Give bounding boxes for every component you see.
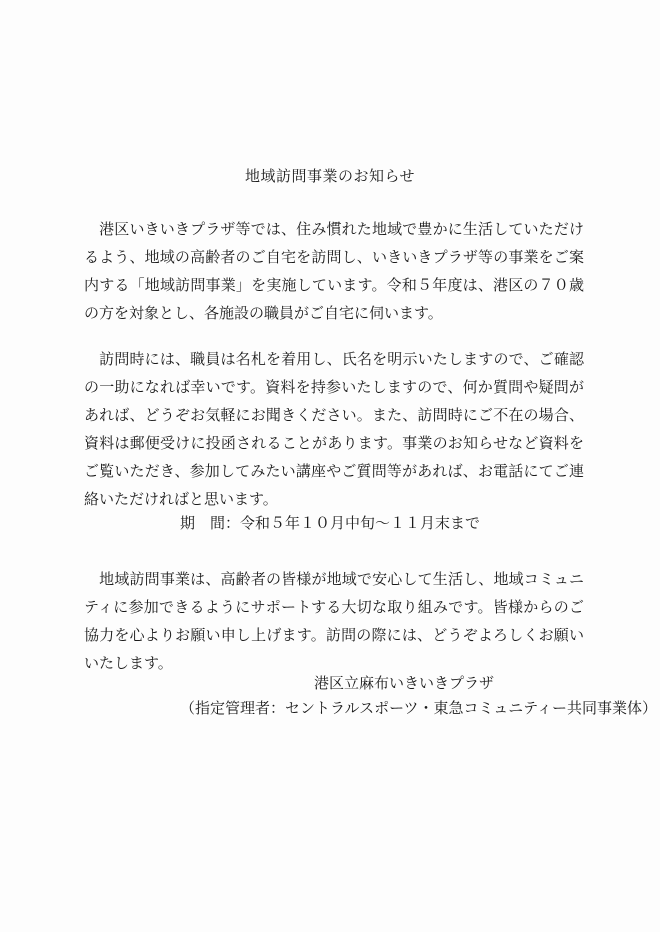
paragraph-closing (84, 565, 584, 677)
signature-manager: （指定管理者：セントラルスポーツ・東急コミュニティー共同事業体） (180, 699, 658, 717)
paragraph-visit-details (84, 345, 584, 513)
paragraph-intro-text: 港区いきいきプラザ等では、住み慣れた地域で豊かに生活していただけるよう、地域の高齢者のご自宅を訪問し、いきいきプラザ等の事業をご案内する「地域訪問事業」を実施しています。令和５年度は、港区の７０歳の方を対象とし、各施設の職員がご自宅に伺います。 (84, 220, 584, 322)
paragraph-closing-text: 地域訪問事業は、高齢者の皆様が地域で安心して生活し、地域コミュニティに参加できるようにサポートする大切な取り組みです。皆様からのご協力を心よりお願い申し上げます。訪問の際には、どうぞよろしくお願いいたします。 (84, 570, 584, 672)
paragraph-intro (84, 215, 584, 327)
document-title: 地域訪問事業のお知らせ (244, 167, 416, 185)
paragraph-visit-details-text: 訪問時には、職員は名札を着用し、氏名を明示いたしますので、ご確認の一助になれば幸いです。資料を持参いたしますので、何か質問や疑問があれば、どうぞお気軽にお聞きください。また、訪問時にご不在の場合、資料は郵便受けに投函されることがあります。事業のお知らせなど資料をご覧いただき、参加してみたい講座やご質問等があれば、お電話にてご連絡いただければと思います。 (84, 350, 584, 508)
period-line: 期 間：令和５年１０月中旬～１１月末まで (179, 514, 480, 532)
signature-organization: 港区立麻布いきいきプラザ (314, 674, 495, 692)
